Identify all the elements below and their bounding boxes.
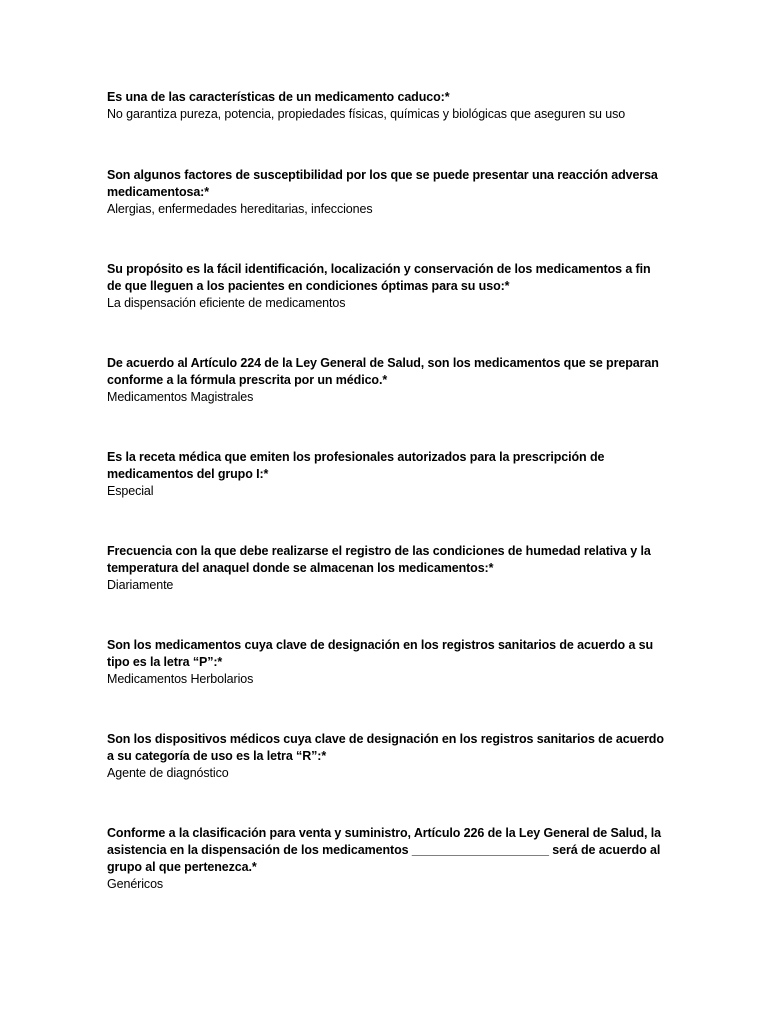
qa-item [107, 167, 667, 218]
qa-item [107, 825, 667, 893]
question-text: Son los medicamentos cuya clave de designación en los registros sanitarios de acuerdo a su tipo es la letra “P”:* [107, 638, 654, 669]
qa-item [107, 637, 667, 688]
question-text: Son los dispositivos médicos cuya clave de designación en los registros sanitarios de acuerdo a su categoría de uso es la letra “R”:* [107, 732, 664, 763]
answer-text: Genéricos [107, 877, 164, 891]
question-text: De acuerdo al Artículo 224 de la Ley General de Salud, son los medicamentos que se preparan conforme a la fórmula prescrita por un médico.* [107, 356, 659, 387]
answer-text: Alergias, enfermedades hereditarias, infecciones [107, 202, 373, 216]
qa-item [107, 449, 667, 500]
question-text: Son algunos factores de susceptibilidad por los que se puede presentar una reacción adversa medicamentosa:* [107, 168, 658, 199]
answer-text: No garantiza pureza, potencia, propiedades físicas, químicas y biológicas que aseguren su uso [107, 107, 626, 121]
qa-item [107, 731, 667, 782]
answer-text: Diariamente [107, 578, 174, 592]
answer-text: Especial [107, 484, 154, 498]
question-text: Es una de las características de un medicamento caduco:* [107, 90, 450, 104]
answer-text: Agente de diagnóstico [107, 766, 229, 780]
answer-text: La dispensación eficiente de medicamentos [107, 296, 346, 310]
answer-text: Medicamentos Magistrales [107, 390, 254, 404]
qa-item [107, 543, 667, 594]
qa-item [107, 355, 667, 406]
answer-text: Medicamentos Herbolarios [107, 672, 254, 686]
question-text: Frecuencia con la que debe realizarse el registro de las condiciones de humedad relativa y la temperatura del anaquel donde se almacenan los medicamentos:* [107, 544, 651, 575]
question-text: Es la receta médica que emiten los profesionales autorizados para la prescripción de medicamentos del grupo I:* [107, 450, 605, 481]
question-text: Su propósito es la fácil identificación, localización y conservación de los medicamentos a fin de que lleguen a los pacientes en condiciones óptimas para su uso:* [107, 262, 651, 293]
question-text: Conforme a la clasificación para venta y suministro, Artículo 226 de la Ley General de Salud, la asistencia en la dispensación de los medicamentos ____________________ será de acuerdo al grupo al que pertenezca.* [107, 826, 662, 874]
qa-item [107, 89, 667, 123]
qa-item [107, 261, 667, 312]
